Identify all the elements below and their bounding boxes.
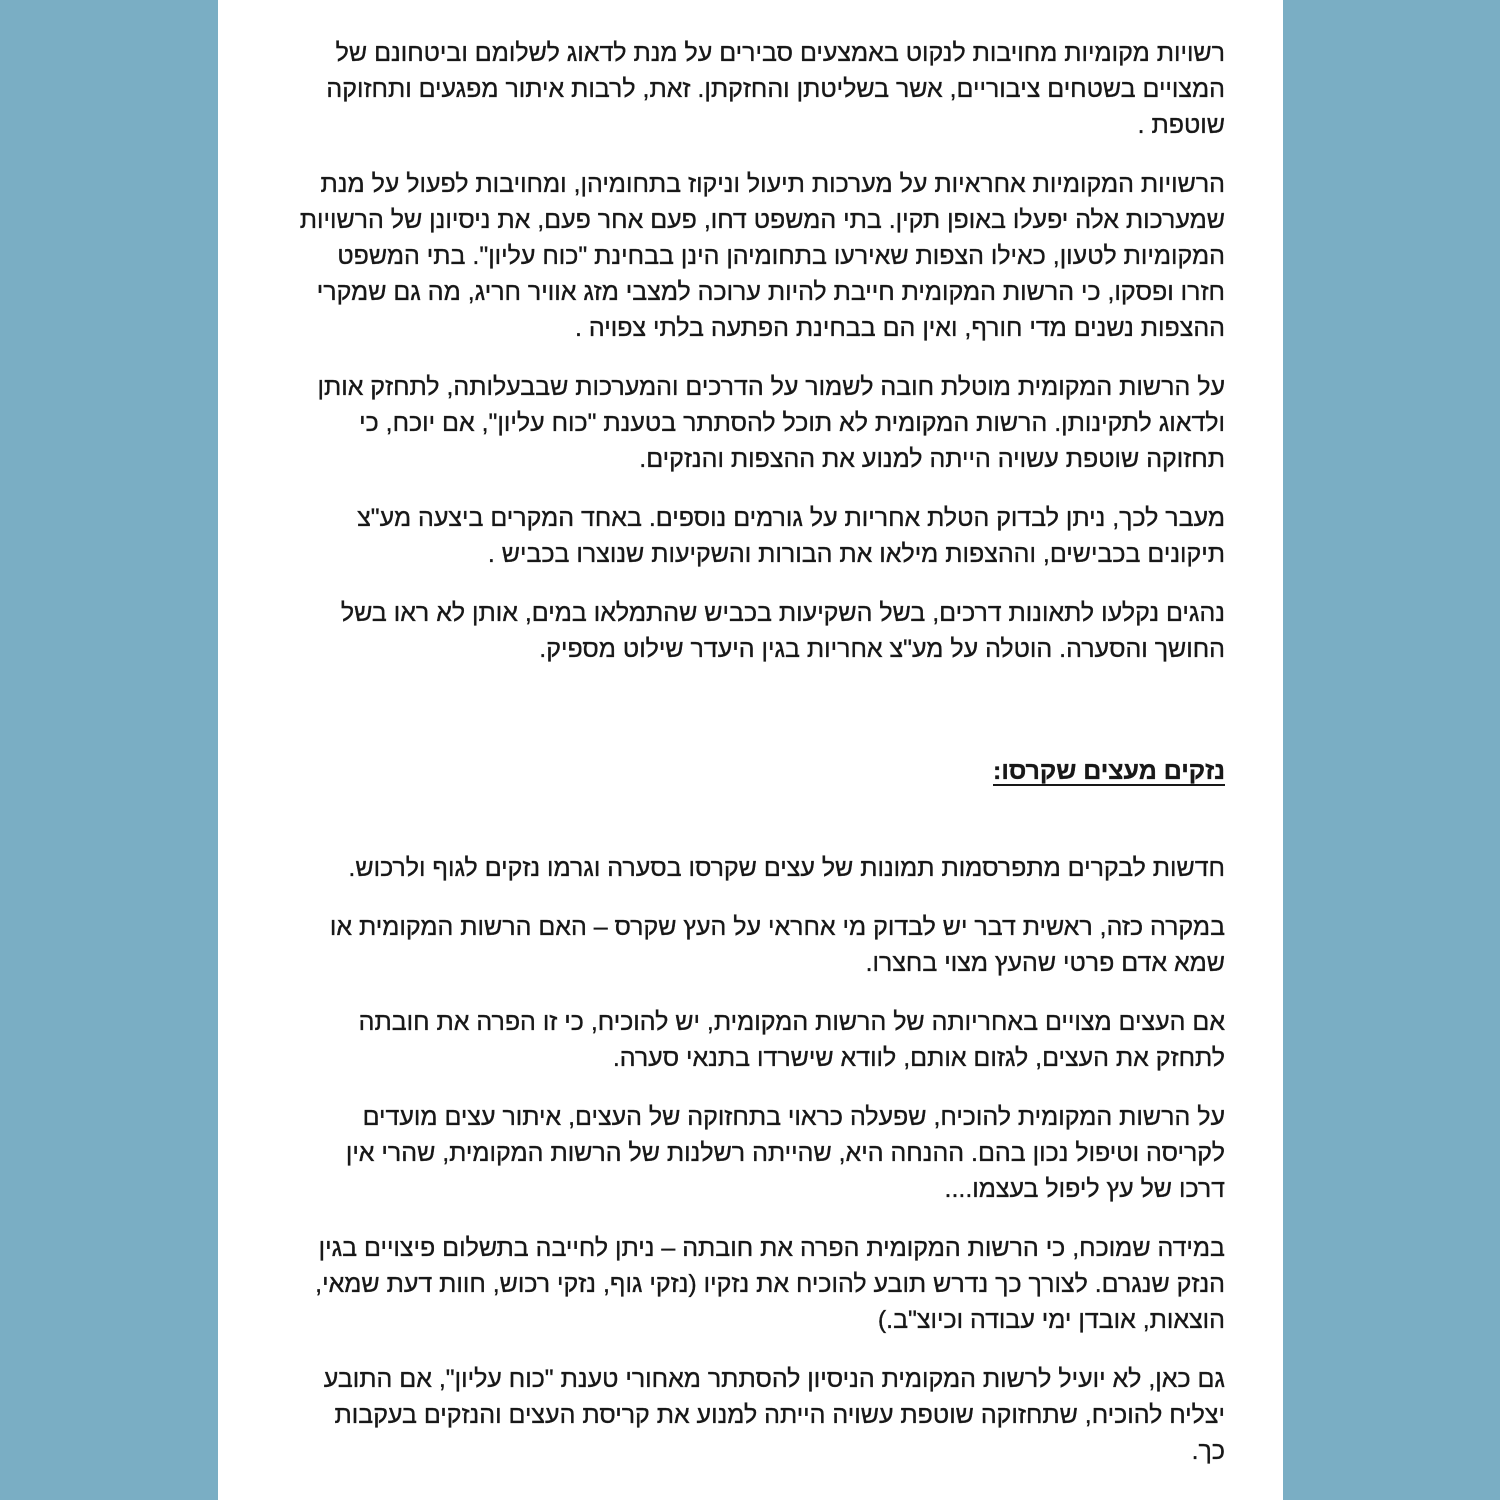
paragraph [235,1361,1225,1469]
text-line: המצויים בשטחים ציבוריים, אשר בשליטתן והחזקתן. זאת, לרבות איתור מפגעים ותחזוקה [326,75,1225,103]
text-line: רשויות מקומיות מחויבות לנקוט באמצעים סבירים על מנת לדאוג לשלומם וביטחונם של [335,39,1225,67]
paragraph [235,1004,1225,1076]
paragraph [235,850,1225,886]
text-line: כך. [1191,1437,1225,1465]
text-line: המקומיות לטעון, כאילו הצפות שאירעו בתחומיהן הינן בבחינת "כוח עליון". בתי המשפט [337,242,1225,270]
paragraph [235,35,1225,143]
paragraph [235,166,1225,346]
text-line: במידה שמוכח, כי הרשות המקומית הפרה את חובתה – ניתן לחייבה בתשלום פיצויים בגין [318,1234,1225,1262]
text-line: ולדאוג לתקינותן. הרשות המקומית לא תוכל להסתתר בטענת "כוח עליון", אם יוכח, כי [359,409,1225,437]
text-line: שמערכות אלה יפעלו באופן תקין. בתי המשפט דחו, פעם אחר פעם, את ניסיונן של הרשויות [299,206,1225,234]
text-line: אם העצים מצויים באחריותה של הרשות המקומית, יש להוכיח, כי זו הפרה את חובתה [358,1008,1225,1036]
text-line: הנזק שנגרם. לצורך כך נדרש תובע להוכיח את נזקיו (נזקי גוף, נזקי רכוש, חוות דעת שמאי, [315,1270,1225,1298]
text-line: חזרו ופסקו, כי הרשות המקומית חייבת להיות ערוכה למצבי מזג אוויר חריג, מה גם שמקרי [316,278,1225,306]
text-line: ההצפות נשנים מדי חורף, ואין הם בבחינת הפתעה בלתי צפויה . [575,314,1225,342]
text-line: נהגים נקלעו לתאונות דרכים, בשל השקיעות בכביש שהתמלאו במים, אותן לא ראו בשל [340,599,1225,627]
section-heading: נזקים מעצים שקרסו: [993,757,1225,785]
text-line: שמא אדם פרטי שהעץ מצוי בחצרו. [865,949,1225,977]
text-line: הוצאות, אובדן ימי עבודה וכיוצ"ב.) [877,1306,1225,1334]
text-line: מעבר לכך, ניתן לבדוק הטלת אחריות על גורמים נוספים. באחד המקרים ביצעה מע"צ [357,504,1225,532]
paragraph [235,595,1225,667]
document-section-bottom [235,850,1225,1492]
text-line: החושך והסערה. הוטלה על מע"צ אחריות בגין היעדר שילוט מספיק. [539,635,1225,663]
text-line: לתחזק את העצים, לגזום אותם, לוודא שישרדו בתנאי סערה. [612,1044,1225,1072]
text-line: על הרשות המקומית להוכיח, שפעלה כראוי בתחזוקה של העצים, איתור עצים מועדים [362,1103,1225,1131]
text-line: יצליח להוכיח, שתחזוקה שוטפת עשויה הייתה למנוע את קריסת העצים והנזקים בעקבות [334,1401,1225,1429]
text-line: על הרשות המקומית מוטלת חובה לשמור על הדרכים והמערכות שבבעלותה, לתחזק אותן [317,373,1225,401]
text-line: שוטפת . [1137,111,1225,139]
text-line: גם כאן, לא יועיל לרשות המקומית הניסיון להסתתר מאחורי טענת "כוח עליון", אם התובע [323,1365,1225,1393]
document-section-top [235,35,1225,690]
text-line: דרכו של עץ ליפול בעצמו.... [944,1175,1225,1203]
text-line: הרשויות המקומיות אחראיות על מערכות תיעול וניקוז בתחומיהן, ומחויבות לפעול על מנת [320,170,1225,198]
text-line: חדשות לבקרים מתפרסמות תמונות של עצים שקרסו בסערה וגרמו נזקים לגוף ולרכוש. [348,854,1225,882]
section-heading-block [235,753,1225,789]
paragraph [235,500,1225,572]
paragraph [235,1099,1225,1207]
paragraph [235,909,1225,981]
text-line: תיקונים בכבישים, וההצפות מילאו את הבורות והשקיעות שנוצרו בכביש . [487,540,1225,568]
text-line: לקריסה וטיפול נכון בהם. ההנחה היא, שהייתה רשלנות של הרשות המקומית, שהרי אין [345,1139,1225,1167]
paragraph [235,369,1225,477]
text-line: במקרה כזה, ראשית דבר יש לבדוק מי אחראי על העץ שקרס – האם הרשות המקומית או [329,913,1225,941]
text-line: תחזוקה שוטפת עשויה הייתה למנוע את ההצפות והנזקים. [639,445,1225,473]
document-page [218,0,1283,1500]
paragraph [235,1230,1225,1338]
